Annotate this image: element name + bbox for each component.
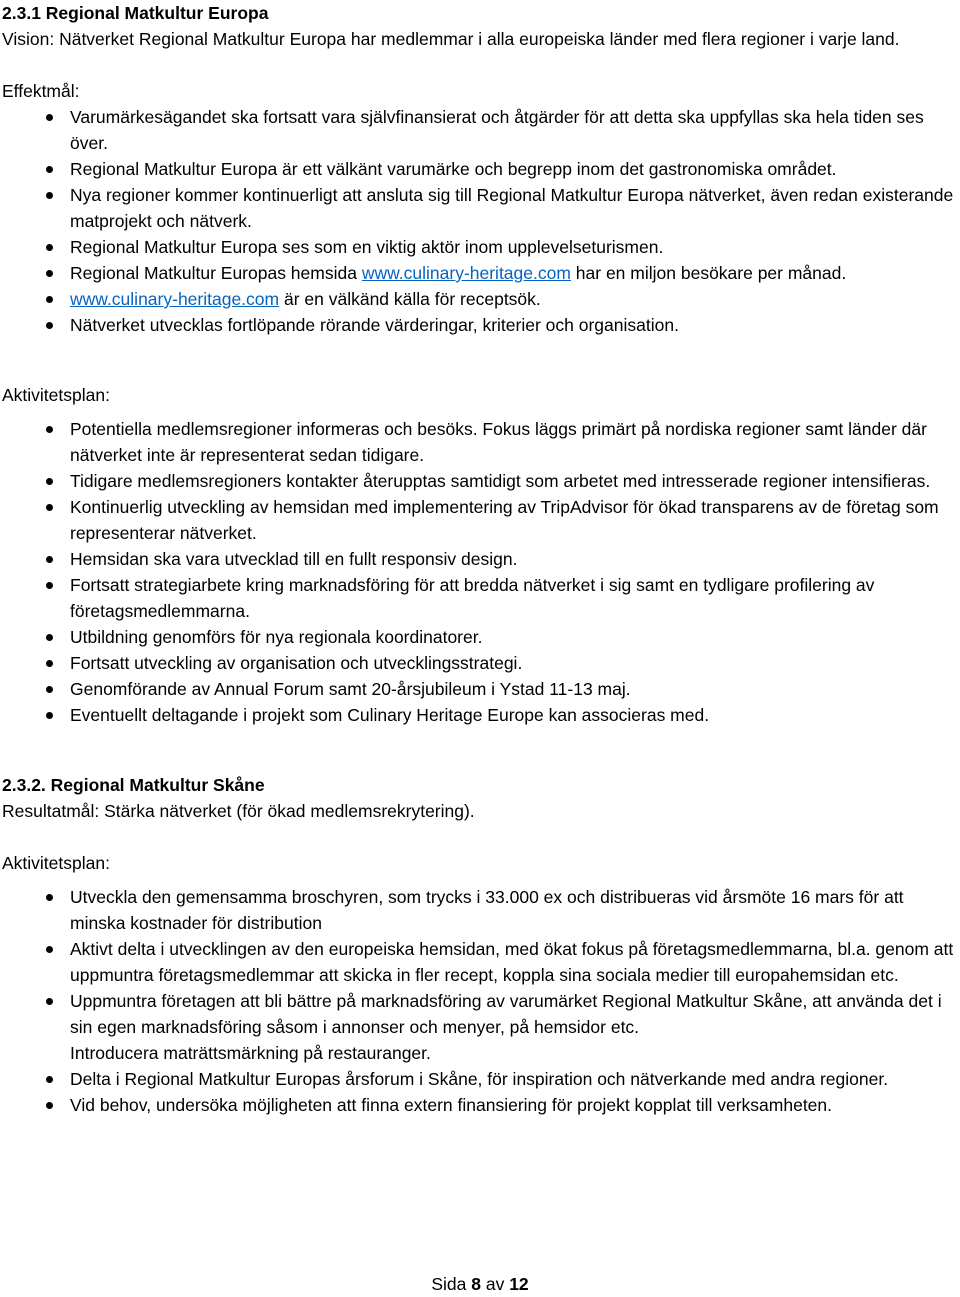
list-item (2, 260, 957, 286)
list-item: Nya regioner kommer kontinuerligt att ansluta sig till Regional Matkultur Europa nätverket, även redan existerande matprojekt och nätverk. (2, 182, 957, 234)
result-text: Resultatmål: Stärka nätverket (för ökad medlemsrekrytering). (2, 801, 475, 821)
activity-label: Aktivitetsplan: (2, 853, 110, 873)
list-item: Regional Matkultur Europa ses som en viktig aktör inom upplevelseturismen. (2, 234, 957, 260)
activity-list-skane (2, 884, 957, 1040)
receipt-suffix: är en välkänd källa för receptsök. (279, 289, 541, 309)
list-item: Nätverket utvecklas fortlöpande rörande värderingar, kriterier och organisation. (2, 312, 957, 338)
list-item: Genomförande av Annual Forum samt 20-årsjubileum i Ystad 11-13 maj. (2, 676, 957, 702)
list-item: Fortsatt strategiarbete kring marknadsföring för att bredda nätverket i sig samt en tydligare profilering av företagsmedlemmarna. (2, 572, 957, 624)
effect-label: Effektmål: (2, 81, 80, 101)
effect-list (2, 104, 957, 338)
list-item: Delta i Regional Matkultur Europas årsforum i Skåne, för inspiration och nätverkande med andra regioner. (2, 1066, 957, 1092)
activity-list-skane-2 (2, 1066, 957, 1118)
vision-text: Vision: Nätverket Regional Matkultur Europa har medlemmar i alla europeiska länder med flera regioner i varje land. (2, 29, 900, 49)
footer-page-total: 12 (509, 1274, 529, 1294)
list-item: Aktivt delta i utvecklingen av den europeiska hemsidan, med ökat fokus på företagsmedlemmarna, bl.a. genom att uppmuntra företagsmedlemmar att skicka in fler recept, koppla sina sociala medier till europahemsidan etc. (2, 936, 957, 988)
list-item: Varumärkesägandet ska fortsatt vara självfinansierat och åtgärder för att detta ska uppfyllas ska hela tiden ses över. (2, 104, 957, 156)
list-item: Uppmuntra företagen att bli bättre på marknadsföring av varumärket Regional Matkultur Skåne, att använda det i sin egen marknadsföring såsom i annonser och menyer, på hemsidor etc. (2, 988, 957, 1040)
footer-middle: av (480, 1274, 510, 1294)
list-item: Hemsidan ska vara utvecklad till en fullt responsiv design. (2, 546, 957, 572)
list-item: Eventuellt deltagande i projekt som Culinary Heritage Europe kan associeras med. (2, 702, 957, 728)
document-page (2, 0, 957, 1118)
list-item: Utbildning genomförs för nya regionala koordinatorer. (2, 624, 957, 650)
activity-label: Aktivitetsplan: (2, 385, 110, 405)
section-title-skane: 2.3.2. Regional Matkultur Skåne (2, 775, 265, 795)
list-item: Tidigare medlemsregioners kontakter återupptas samtidigt som arbetet med intresserade regioner intensifieras. (2, 468, 957, 494)
footer-page-number: 8 (471, 1274, 481, 1294)
section-title-europa: 2.3.1 Regional Matkultur Europa (2, 3, 269, 23)
list-item (2, 286, 957, 312)
culinary-heritage-link[interactable]: www.culinary-heritage.com (361, 263, 571, 283)
culinary-heritage-link[interactable]: www.culinary-heritage.com (70, 289, 280, 309)
list-item: Fortsatt utveckling av organisation och utvecklingsstrategi. (2, 650, 957, 676)
list-item: Potentiella medlemsregioner informeras och besöks. Fokus läggs primärt på nordiska regioner samt länder där nätverket inte är representerat sedan tidigare. (2, 416, 957, 468)
page-footer (0, 1271, 960, 1297)
footer-prefix: Sida (431, 1274, 472, 1294)
list-item: Vid behov, undersöka möjligheten att finna extern finansiering för projekt kopplat till verksamheten. (2, 1092, 957, 1118)
list-item: Regional Matkultur Europa är ett välkänt varumärke och begrepp inom det gastronomiska området. (2, 156, 957, 182)
hemsida-suffix: har en miljon besökare per månad. (570, 263, 847, 283)
list-item: Kontinuerlig utveckling av hemsidan med implementering av TripAdvisor för ökad transparens av de företag som representerar nätverket. (2, 494, 957, 546)
list-item: Utveckla den gemensamma broschyren, som trycks i 33.000 ex och distribueras vid årsmöte 16 mars för att minska kostnader för distribution (2, 884, 957, 936)
extra-line: Introducera maträttsmärkning på restauranger. (70, 1043, 431, 1063)
activity-list (2, 416, 957, 728)
hemsida-prefix: Regional Matkultur Europas hemsida (70, 263, 362, 283)
